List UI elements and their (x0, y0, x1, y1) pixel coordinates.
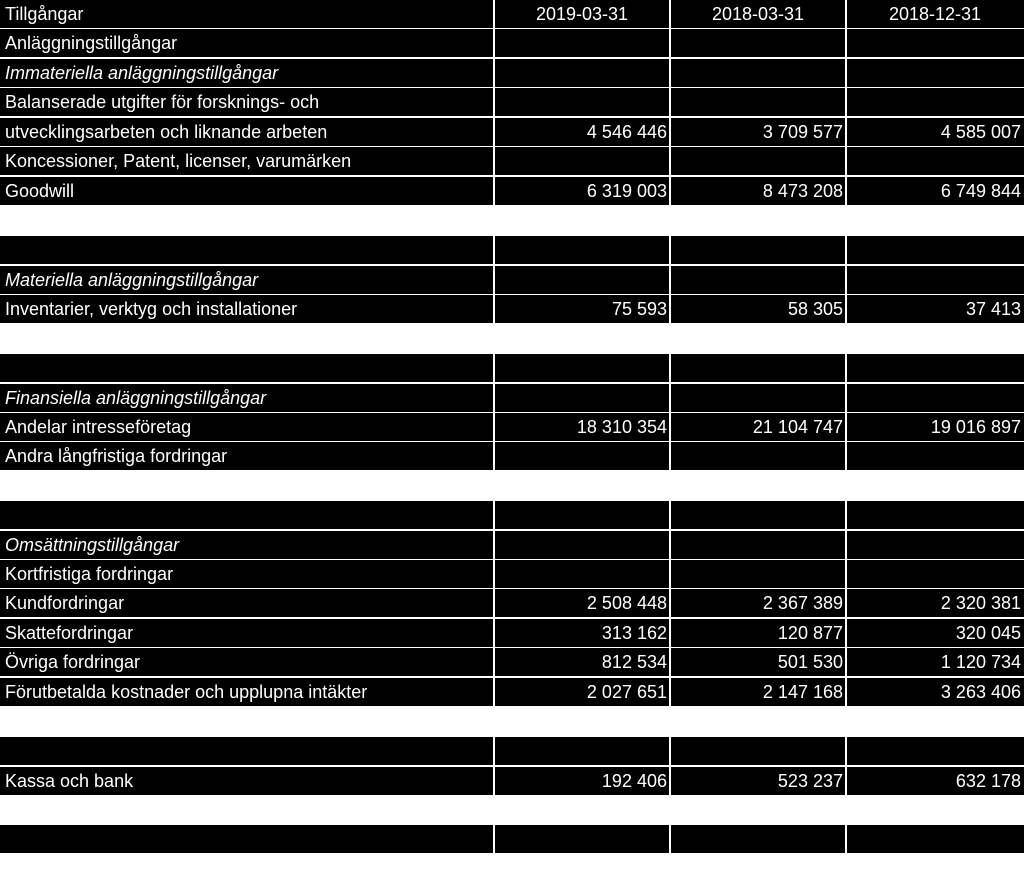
row-label (0, 825, 494, 854)
table-row (0, 236, 1024, 265)
cell-2018-03-31 (670, 560, 846, 589)
cell-2018-03-31 (670, 59, 846, 88)
cell-2018-12-31: 6 749 844 (940, 181, 1021, 201)
cell-2019-03-31: 4 546 446 (586, 122, 667, 142)
row-label: Förutbetalda kostnader och upplupna intäkter (5, 682, 368, 702)
row-gap (0, 796, 1024, 825)
cell-2018-03-31 (670, 266, 846, 295)
cell-2018-12-31 (846, 236, 1024, 265)
cell-2019-03-31 (494, 354, 670, 383)
table-row (0, 737, 1024, 766)
cell-2018-03-31: 21 104 747 (752, 417, 843, 437)
cell-2019-03-31 (494, 442, 670, 471)
cell-2018-12-31 (846, 266, 1024, 295)
cell-2018-12-31: 2 320 381 (940, 593, 1021, 613)
cell-2019-03-31 (494, 147, 670, 176)
cell-2019-03-31: 192 406 (601, 771, 667, 791)
cell-2018-03-31 (670, 29, 846, 58)
row-label: Kassa och bank (5, 771, 134, 791)
row-label (0, 354, 494, 383)
row-gap (0, 206, 1024, 236)
cell-2018-12-31: 3 263 406 (940, 682, 1021, 702)
row-label: Omsättningstillgångar (5, 535, 180, 555)
cell-2018-12-31 (846, 531, 1024, 560)
header-col-2019-03-31: 2019-03-31 (535, 4, 629, 24)
cell-2018-12-31: 37 413 (965, 299, 1021, 319)
cell-2019-03-31: 2 027 651 (586, 682, 667, 702)
table-row (0, 501, 1024, 530)
row-label: Inventarier, verktyg och installationer (5, 299, 298, 319)
header-label: Tillgångar (5, 4, 84, 24)
cell-2018-12-31 (846, 147, 1024, 176)
cell-2018-12-31 (846, 501, 1024, 530)
row-label: Materiella anläggningstillgångar (5, 270, 259, 290)
table-row (0, 354, 1024, 383)
table-row (0, 678, 1024, 707)
row-label: Koncessioner, Patent, licenser, varumärken (5, 151, 352, 171)
table-row (0, 177, 1024, 206)
row-label (0, 501, 494, 530)
cell-2019-03-31 (494, 531, 670, 560)
row-label: Övriga fordringar (5, 652, 141, 672)
cell-2018-12-31 (846, 825, 1024, 854)
cell-2019-03-31: 75 593 (611, 299, 667, 319)
table-row (0, 29, 1024, 58)
cell-2018-03-31 (670, 501, 846, 530)
row-label: utvecklingsarbeten och liknande arbeten (5, 122, 328, 142)
row-label: Kortfristiga fordringar (5, 564, 174, 584)
row-gap (0, 707, 1024, 737)
table-row (0, 648, 1024, 677)
table-row (0, 767, 1024, 796)
header-col-2018-12-31: 2018-12-31 (888, 4, 982, 24)
cell-2019-03-31 (494, 236, 670, 265)
cell-2018-03-31: 58 305 (787, 299, 843, 319)
row-label: Anläggningstillgångar (5, 33, 178, 53)
cell-2019-03-31: 2 508 448 (586, 593, 667, 613)
cell-2018-03-31: 120 877 (777, 623, 843, 643)
cell-2018-03-31: 2 147 168 (762, 682, 843, 702)
cell-2019-03-31 (494, 266, 670, 295)
cell-2018-12-31: 320 045 (955, 623, 1021, 643)
cell-2019-03-31: 313 162 (601, 623, 667, 643)
cell-2018-12-31 (846, 384, 1024, 413)
cell-2018-03-31 (670, 531, 846, 560)
cell-2018-03-31 (670, 236, 846, 265)
cell-2018-03-31: 8 473 208 (762, 181, 843, 201)
cell-2019-03-31: 812 534 (601, 652, 667, 672)
cell-2019-03-31 (494, 737, 670, 766)
cell-2018-03-31: 3 709 577 (762, 122, 843, 142)
cell-2019-03-31 (494, 560, 670, 589)
cell-2018-12-31 (846, 560, 1024, 589)
row-label: Andra långfristiga fordringar (5, 446, 228, 466)
cell-2018-03-31: 501 530 (777, 652, 843, 672)
cell-2018-12-31 (846, 88, 1024, 117)
table-row (0, 619, 1024, 648)
table-row (0, 266, 1024, 295)
cell-2018-03-31 (670, 354, 846, 383)
cell-2018-12-31 (846, 29, 1024, 58)
row-label: Goodwill (5, 181, 75, 201)
table-row (0, 589, 1024, 618)
cell-2018-12-31 (846, 737, 1024, 766)
table-row (0, 147, 1024, 176)
table-row (0, 384, 1024, 413)
cell-2019-03-31 (494, 29, 670, 58)
cell-2018-12-31: 19 016 897 (930, 417, 1021, 437)
cell-2018-03-31: 2 367 389 (762, 593, 843, 613)
cell-2019-03-31: 6 319 003 (586, 181, 667, 201)
row-label: Andelar intresseföretag (5, 417, 192, 437)
row-label: Skattefordringar (5, 623, 134, 643)
row-gap (0, 855, 1024, 882)
table-row (0, 531, 1024, 560)
cell-2018-12-31: 1 120 734 (940, 652, 1021, 672)
row-gap (0, 471, 1024, 501)
row-label: Balanserade utgifter för forsknings- och (5, 92, 320, 112)
cell-2019-03-31 (494, 501, 670, 530)
table-row (0, 88, 1024, 117)
row-label (0, 236, 494, 265)
cell-2019-03-31 (494, 384, 670, 413)
table-row (0, 295, 1024, 324)
cell-2019-03-31 (494, 59, 670, 88)
row-label (0, 737, 494, 766)
cell-2018-12-31 (846, 442, 1024, 471)
cell-2018-03-31 (670, 442, 846, 471)
row-label: Immateriella anläggningstillgångar (5, 63, 279, 83)
table-header-row (0, 0, 1024, 29)
cell-2018-03-31 (670, 88, 846, 117)
row-label: Kundfordringar (5, 593, 125, 613)
cell-2018-03-31 (670, 147, 846, 176)
header-col-2018-03-31: 2018-03-31 (711, 4, 805, 24)
cell-2019-03-31: 18 310 354 (576, 417, 667, 437)
cell-2019-03-31 (494, 88, 670, 117)
table-row (0, 413, 1024, 442)
table-row (0, 560, 1024, 589)
cell-2019-03-31 (494, 825, 670, 854)
cell-2018-12-31 (846, 59, 1024, 88)
table-row (0, 118, 1024, 147)
row-gap (0, 324, 1024, 354)
cell-2018-03-31: 523 237 (777, 771, 843, 791)
cell-2018-03-31 (670, 384, 846, 413)
table-row (0, 825, 1024, 854)
cell-2018-12-31: 4 585 007 (940, 122, 1021, 142)
table-row (0, 59, 1024, 88)
cell-2018-12-31 (846, 354, 1024, 383)
cell-2018-03-31 (670, 825, 846, 854)
cell-2018-12-31: 632 178 (955, 771, 1021, 791)
cell-2018-03-31 (670, 737, 846, 766)
table-row (0, 442, 1024, 471)
row-label: Finansiella anläggningstillgångar (5, 388, 267, 408)
